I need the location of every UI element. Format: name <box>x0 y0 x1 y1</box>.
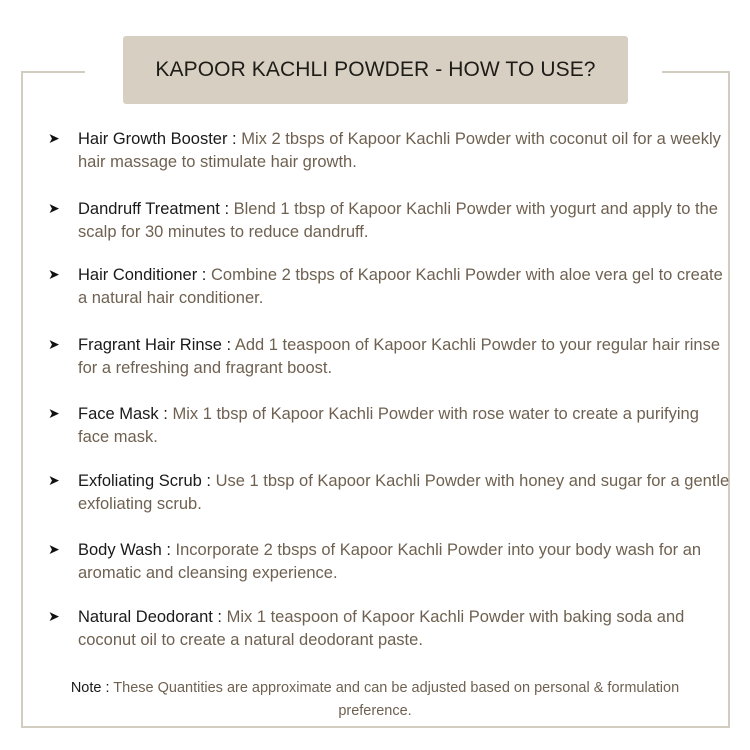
item-label: Hair Growth Booster : <box>78 130 237 148</box>
frame-top-left-line <box>21 71 85 73</box>
frame-top-right-line <box>662 71 730 73</box>
item-description: Use 1 tbsp of Kapoor Kachli Powder with honey and sugar for a gentle exfoliating scrub. <box>78 472 730 513</box>
item-label: Face Mask : <box>78 405 168 423</box>
bullet-arrow-icon: ➤ <box>48 405 60 421</box>
item-description: Mix 1 teaspoon of Kapoor Kachli Powder with baking soda and coconut oil to create a natural deodorant paste. <box>78 608 685 649</box>
item-label: Dandruff Treatment : <box>78 200 230 218</box>
bullet-arrow-icon: ➤ <box>48 336 60 352</box>
note-label: Note : <box>70 680 110 696</box>
item-description: Add 1 teaspoon of Kapoor Kachli Powder to your regular hair rinse for a refreshing and fragrant boost. <box>78 336 721 377</box>
item-description: Mix 1 tbsp of Kapoor Kachli Powder with rose water to create a purifying face mask. <box>78 405 699 446</box>
item-label: Natural Deodorant : <box>78 608 222 626</box>
item-description: Mix 2 tbsps of Kapoor Kachli Powder with coconut oil for a weekly hair massage to stimulate hair growth. <box>78 130 721 171</box>
item-label: Hair Conditioner : <box>78 266 207 284</box>
title-banner <box>123 36 628 104</box>
item-label: Exfoliating Scrub : <box>78 472 211 490</box>
item-description: Blend 1 tbsp of Kapoor Kachli Powder with yogurt and apply to the scalp for 30 minutes to reduce dandruff. <box>78 200 718 241</box>
item-description: Incorporate 2 tbsps of Kapoor Kachli Powder into your body wash for an aromatic and cleansing experience. <box>78 541 702 582</box>
page-title: KAPOOR KACHLI POWDER - HOW TO USE? <box>155 58 596 81</box>
bullet-arrow-icon: ➤ <box>48 130 60 146</box>
item-label: Body Wash : <box>78 541 171 559</box>
bullet-arrow-icon: ➤ <box>48 608 60 624</box>
note-text: These Quantities are approximate and can be adjusted based on personal & formulation preference. <box>113 680 680 719</box>
bullet-arrow-icon: ➤ <box>48 200 60 216</box>
item-label: Fragrant Hair Rinse : <box>78 336 232 354</box>
bullet-arrow-icon: ➤ <box>48 266 60 282</box>
bullet-arrow-icon: ➤ <box>48 472 60 488</box>
footnote <box>60 677 690 723</box>
bullet-arrow-icon: ➤ <box>48 541 60 557</box>
item-description: Combine 2 tbsps of Kapoor Kachli Powder with aloe vera gel to create a natural hair conditioner. <box>78 266 723 307</box>
